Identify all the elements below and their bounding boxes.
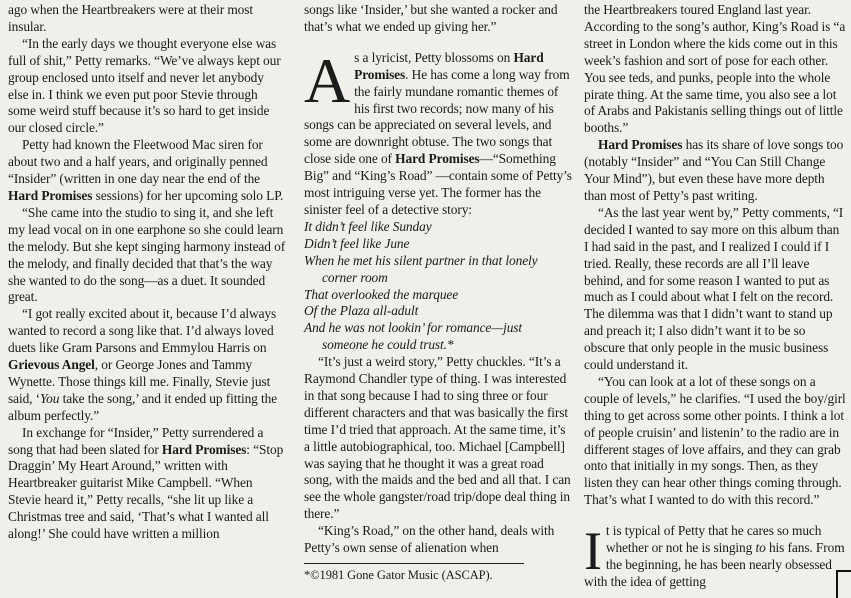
lyric-line: Of the Plaza all-adult [304,303,419,319]
lyric-excerpt [304,219,572,354]
lyric-line: When he met his silent partner in that lonely [304,252,538,268]
copyright-footnote: *©1981 Gone Gator Music (ASCAP). [304,568,493,582]
lyric-line: That overlooked the marquee [304,286,459,302]
album-title: Hard Promises [395,151,480,167]
paragraph: ago when the Heartbreakers were at their most insular. [8,2,253,34]
section-gap [584,509,846,523]
drop-cap: A [304,44,351,116]
lyric-line: someone he could trust.* [322,337,454,353]
album-title: Grievous Angel [8,357,95,373]
column-right [584,2,846,591]
album-title: Hard Promises [161,441,247,457]
paragraph: “It’s just a weird story,” Petty chuckles. “It’s a Raymond Chandler type of thing. I was interested in that song because I had to sing three or four different characters and that was basically the first time I’d tried that approach. At the same time, it’s a little autobiographical, too. Michael [Campbell] was saying that he thought it was a great road song, with the maids and the bed and all that. I can see the whole gangster/road trip/dope deal thing in there.” [304,354,571,522]
paragraph: Hard Promises has its share of love songs too (notably “Insider” and “You Can Still Change Your Mind”), but even these have more depth than most of Petty’s past writing. [584,137,844,203]
paragraph: In exchange for “Insider,” Petty surrendered a song that had been slated for Hard Promises: “Stop Draggin’ My Heart Around,” written with Heartbreaker guitarist Mike Campbell. “When Stevie heard it,” Petty recalls, “she lit up like a Christmas tree and said, ‘That’s what I wanted all along!’ She could have written a million [8,424,284,542]
lyric-line: corner room [322,269,388,285]
column-left [8,2,286,543]
paragraph: the Heartbreakers toured England last year. According to the song’s author, King’s Road is “a street in London where the kids come out in this week’s fashion and sort of pose for each other. You see teds, and punks, people into the whole pirate thing. At the same time, you also see a lot of Arabs and Pakistanis selling things out of little booths.” [584,2,846,136]
paragraph: Petty had known the Fleetwood Mac siren for about two and a half years, and originally penned “Insider” (written in one day near the end of the Hard Promises sessions) for her upcoming solo LP. [8,137,284,203]
album-title: Hard Promises [8,187,93,203]
paragraph: “You can look at a lot of these songs on a couple of levels,” he clarifies. “I used the boy/girl thing to get across some other points. I think a lot of people cruisin’ and listenin’ to the radio are in different stages of love affairs, and they can grab onto that initially in my songs. Then, as they listen they can hear other things coming through. That’s what I wanted to do with this record.” [584,373,846,508]
paragraph: “I got really excited about it, because I’d always wanted to record a song like that. I’d always loved duets like Gram Parsons and Emmylou Harris on Grievous Angel, or George Jones and Tammy Wynette. Those things kill me. Finally, Stevie just said, ‘You take the song,’ and it ended up fitting the album perfectly.” [8,306,278,423]
column-middle [304,2,572,584]
paragraph: “She came into the studio to sing it, and she left my lead vocal on in one earphone so she could learn the melody. But she kept singing harmony instead of the melody, and finally decided that that’s the way she wanted to do the song—as a duet. It sounded great. [8,204,286,305]
paragraph-dropcap: As a lyricist, Petty blossoms on Hard Promises. He has come a long way from the fairly mundane romantic themes of his first two records; now many of his songs can be appreciated on several levels, and some are downright obtuse. The two songs that close side one of Hard Promises—“Something Big” and “King’s Road” —contain some of Petty’s most intriguing verse yet. The former has the sinister feel of a detective story: [304,44,572,217]
paragraph: songs like ‘Insider,’ but she wanted a rocker and that’s what we ended up giving her.” [304,2,558,34]
paragraph: “King’s Road,” on the other hand, deals with Petty’s own sense of alienation when [304,523,555,556]
footnote-rule [304,563,524,564]
lyric-line: And he was not lookin’ for romance—just [304,320,523,336]
paragraph: “As the last year went by,” Petty comments, “I decided I wanted to say more on this album than I had said in the past, and I realized I could if I tried. Really, these records are all I’ll leave behind, and for some reason I wanted to put as much as I could about what I felt on the record. The dilemma was that I didn’t want to stand up and preach it; I also didn’t want it to be so obscure that only people in the music business could understand it. [584,204,844,373]
sidebar-box-corner [836,570,851,598]
album-title: Hard Promises [354,49,544,82]
lyric-line: It didn’t feel like Sunday [304,218,432,234]
drop-cap: I [584,521,602,582]
paragraph: “In the early days we thought everyone else was full of shit,” Petty remarks. “We’ve always kept our group enclosed unto itself and never let anybody else in. I think we even put poor Stevie through some weird stuff because it’s so hard to get inside our closed circle.” [8,35,281,136]
paragraph-dropcap: It is typical of Petty that he cares so much whether or not he is singing to his fans. From the beginning, he has been nearly obsessed with the idea of getting [584,521,845,589]
lyric-line: Didn’t feel like June [304,235,410,251]
album-title: Hard Promises [598,137,683,153]
